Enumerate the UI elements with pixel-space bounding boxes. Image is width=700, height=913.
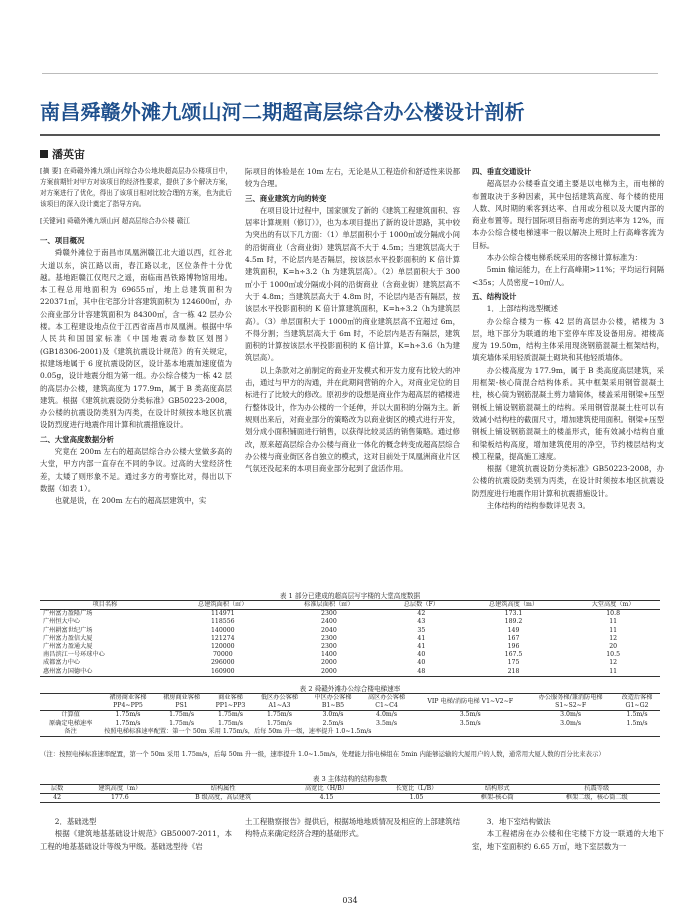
table-row <box>40 794 660 803</box>
table-cell: 140000 <box>210 626 235 634</box>
subsection-heading: 3．地下室结构做法 <box>486 817 551 826</box>
table-cell: 12 <box>609 634 618 642</box>
table-cell: 11 <box>609 618 618 626</box>
table-cell: 70000 <box>212 651 233 659</box>
table-cell: 3.5m/s <box>459 719 481 727</box>
table-cell: 惠州富力国德中心 <box>43 667 93 675</box>
author-line <box>40 146 85 162</box>
abstract: [摘 要] 在舜赣外滩九颂山河综合办公地块超高层办公楼项目中，方案前期针对甲方对该项目的经济性要求，提供了多个解决方案，对方案进行了优化，得出了该项目相对比较合理的方案，也为此后该项目的深入设计奠定了指导方向。 <box>40 167 232 208</box>
paragraph: 本办公综合楼电梯系统采用的客梯计算标准为： <box>486 253 643 263</box>
paragraph: 在项目设计过程中，国家颁发了新的《建筑工程建筑面积、容居率计算规则（修订）》，也为本项目提出了新的设计思路，其中较为突出的有以下几方面：（1）单层面积小于 1000㎡或分隔成小间的沿街商业（含商业街）建筑层高不大于 4.5m；当建筑层高大于 4.5m 时，不论层内是否隔层，按该层水平投影面积的 K 倍计算建筑面积，K=h÷3.2（h 为建筑层高）。（2）单层面积大于 300㎡小于 1000㎡或分隔成小间的沿街商业（含商业街）建筑层高不大于 4.8m；当建筑层高大于 4.8m 时，不论层内是否有隔层，按该层水平投影面积的 K 倍计算建筑面积，K=h÷3.2（h为建筑层高）。（3）单层面积大于 1000㎡的商业建筑层高不宜超过 6m，不得分割；当建筑层高大于 6m 时，不论层内是否有隔层，建筑面积的计算按该层水平投影面积的 K 倍计算，K=h÷3.6（h为建筑层高）。 <box>245 205 460 363</box>
section-heading: 二、大堂高度数据分析 <box>40 434 114 444</box>
paragraph: 办公楼高度为 177.9m，属于 B 类高度高层建筑，采用框架-核心筒混合结构体系。其中框架采用钢管混凝土柱，核心筒为钢筋混凝土剪力墙简体，楼盖采用钢梁+压型钢板上铺设钢筋混凝土的结构。采用钢管混凝土柱可以有效减小结构柱的截面尺寸，增加建筑使用面积。钢梁+压型钢板上铺设钢筋混凝土的楼盖形式，能有效减小结构自重和梁板结构高度，增加建筑使用的净空，节约楼层结构支模工程量，提高施工速度。 <box>472 365 664 461</box>
table-cell: 2040 <box>321 626 337 634</box>
table-cell: 按照电梯标准速率配置：第一个 50m 采用 1.75m/s，后每 50m 升一级，速率提升 1.0~1.5m/s <box>104 727 372 735</box>
paragraph: 主体结构的结构参数详见表 3。 <box>486 501 590 511</box>
table-header-cell: 低区办公客梯 A1~A3 <box>260 694 298 710</box>
table-cell: 框架-核心筒 <box>480 794 514 802</box>
table-cell: 173.1 <box>504 610 523 618</box>
paragraph: 本工程裙房在办公楼和住宅楼下方设一联通的大地下室，地下室面积约 6.65 万㎡，地下室层数为一 <box>472 829 664 851</box>
paragraph: 根据《建筑抗震设防分类标准》GB50223-2008，办公楼的抗震设防类别为丙类，在设计时须按本地区抗震设防烈度进行地震作用计算和抗震措施设计。 <box>472 464 664 498</box>
table-header-cell: 办公服务梯/兼消防电梯 S1~S2~F <box>538 694 603 710</box>
table-header-cell: VIP 电梯/消防电梯 V1~V2~F <box>427 698 514 706</box>
table-header-cell: 大堂高度（m） <box>591 601 635 608</box>
table-cell: 167 <box>507 634 520 642</box>
table1 <box>40 600 660 677</box>
table-header-cell: 裙房商业客梯 PP4~PP5 <box>109 694 147 710</box>
section-heading: 一、项目概况 <box>40 236 85 245</box>
column-left <box>40 166 232 508</box>
table-row <box>40 728 660 737</box>
bottom-left-text <box>40 816 232 853</box>
table-cell: 2000 <box>321 667 337 675</box>
table-header-cell: 抗震等级 <box>584 785 610 792</box>
paragraph: 超高层办公楼垂直交通主要是以电梯为主，而电梯的布置取决于多种因素，其中包括建筑高度、每个楼的使用人数、风时期的乘客到达率、自用或分租以及大厦内部的商业布置等。现行国际项目指南考虑的到达率为 12%，而本办公综合楼电梯速率一般以解决上班时上行高峰客流为目标。 <box>472 179 664 250</box>
table-header-cell: 总建筑面积（㎡） <box>198 601 248 608</box>
table-cell: 1.75m/s <box>218 719 243 727</box>
table-cell: B 级高度，高层建筑 <box>195 794 252 802</box>
table-cell: 20 <box>609 643 618 651</box>
table-cell: 189.2 <box>504 618 523 626</box>
table-cell: 3.0m/s <box>560 719 582 727</box>
table-header-row <box>40 601 660 610</box>
table-cell: 10.5 <box>606 651 621 659</box>
section-heading: 三、商业建筑方向的转变 <box>245 193 327 203</box>
table-header-cell: 结构属性 <box>210 785 236 792</box>
table-cell: 42 <box>53 794 62 802</box>
table-header-cell: 项目名称 <box>92 601 118 608</box>
table-header-cell: 层数 <box>50 785 64 792</box>
table-cell: 3.0m/s <box>322 711 344 719</box>
table2 <box>40 693 660 737</box>
table-cell: 4.0m/s <box>376 711 398 719</box>
table-header-cell <box>40 694 101 711</box>
keywords: [关键词] 舜赣外滩九颂山河 超高层综合办公楼 赣江 <box>40 217 190 225</box>
table-row <box>40 627 660 635</box>
table-cell: 1.75m/s <box>115 719 141 727</box>
section-heading: 四、垂直交通设计 <box>472 167 532 176</box>
table-cell: 3.0m/s <box>560 711 582 719</box>
table-cell: 196 <box>507 643 520 651</box>
paragraph: 土工程勘察报告》提供后，根据场地地质情况及相应的上部建筑结构特点来确定经济合理的基础形式。 <box>245 817 460 839</box>
table-cell: 11 <box>609 667 618 675</box>
table-cell: 40 <box>417 659 426 667</box>
paragraph: 究竟在 200m 左右的超高层综合办公楼大堂做多高的大堂，甲方内部一直存在不同的争议。过高的大堂经济性差，太矮了则形象不足。通过多方的考察比对，得出以下数据（如表 1）。 <box>40 447 232 493</box>
table-cell: 1400 <box>321 651 337 659</box>
table-cell: 2.5m/s <box>322 719 344 727</box>
table-header-cell: 中区办公客梯 B1~B5 <box>314 694 352 710</box>
paragraph: 5min 输运能力，在上行高峰期>11%；平均运行间隔<35s；人员密度~10㎡/人。 <box>472 265 664 287</box>
table-cell: 4.15 <box>319 794 334 802</box>
table-header-row <box>40 694 660 711</box>
table3 <box>40 784 660 803</box>
table-cell: 296000 <box>210 659 235 667</box>
table-row <box>40 618 660 626</box>
bottom-right-text <box>472 816 664 853</box>
table-cell: 48 <box>417 667 426 675</box>
table-header-cell: 标准层面积（㎡） <box>304 601 354 608</box>
paragraph: 根据《建筑地基基础设计规范》GB50007-2011，本工程的地基基础设计等级为甲级。基础选型待《岩 <box>40 829 232 851</box>
article-title: 南昌舜赣外滩九颂山河二期超高层综合办公楼设计剖析 <box>40 100 525 124</box>
table-row <box>40 711 660 720</box>
table-cell: 1.5m/s <box>626 711 648 719</box>
paragraph: 际项目的体验是在 10m 左右，无论是从工程造价和舒适性来说都较为合理。 <box>245 167 460 189</box>
table-cell: 35 <box>417 626 426 634</box>
table-cell: 2300 <box>321 634 337 642</box>
table-row <box>40 668 660 677</box>
table-cell: 43 <box>417 618 426 626</box>
column-right <box>472 166 664 512</box>
table-row <box>40 659 660 667</box>
table-cell: 原确定电梯速率 <box>48 719 93 727</box>
table-cell: 41 <box>417 634 426 642</box>
table-cell: 42 <box>417 610 426 618</box>
table-cell: 1.75m/s <box>169 719 194 727</box>
table-cell: 广州恒大中心 <box>43 618 81 626</box>
table-cell: 2400 <box>321 618 337 626</box>
table-cell: 120000 <box>210 643 235 651</box>
table-row <box>40 720 660 728</box>
table-header-row <box>40 785 660 794</box>
table-cell: 备注 <box>64 727 77 735</box>
title-divider <box>40 134 660 136</box>
table-header-cell: 建筑高度（m） <box>98 785 142 792</box>
table-row <box>40 643 660 651</box>
table-cell: 广州富力盈隆广场 <box>43 610 93 618</box>
table-cell: 3.5m/s <box>459 711 481 719</box>
table-header-cell: 改造后客梯 G1~G2 <box>621 694 653 710</box>
table-cell: 218 <box>507 667 520 675</box>
table-cell: 1.75m/s <box>218 711 243 719</box>
table-row <box>40 635 660 643</box>
table-cell: 2000 <box>321 659 337 667</box>
table-cell: 1.05 <box>409 794 424 802</box>
table-cell: 2300 <box>321 643 337 651</box>
table-cell: 40 <box>417 651 426 659</box>
table-cell: 1.75m/s <box>266 711 292 719</box>
bottom-middle-text <box>245 816 460 841</box>
table-cell: 1.5m/s <box>626 719 648 727</box>
paragraph: 以上条款对之前制定的商业开发模式和开发力度有比较大的冲击，通过与甲方的沟通，并在此期间营销的介入，对商业定位的目标进行了比较大的修改。原初步的设想是商业作为超高层的裙楼进行整体设计，作为办公楼的一个延伸，并以大面积的分隔为主。新规则出来后，对商业部分的策略改为以商业街区的模式进行开发，划分成小面积铺面进行销售，以获得比较灵活的销售策略。通过修改，原来超高层综合办公楼与商业一体化的概念转变成超高层综合办公楼与商业街区各自独立的模式，这对目前处于凤凰洲商业片区气氛还没起来的本项目商业部分起到了盘活作用。 <box>245 365 460 474</box>
table3-caption: 表 3 主体结构的结构参数 <box>312 775 388 783</box>
table-row <box>40 651 660 659</box>
table-header-cell: 长宽比（L/B） <box>395 785 438 792</box>
table-cell: 3.5m/s <box>376 719 398 727</box>
table-cell: 175 <box>507 659 520 667</box>
table-cell: 1.75m/s <box>115 711 141 719</box>
table2-caption: 表 2 舜赣外滩办公综合楼电梯速率 <box>299 685 401 693</box>
table-header-cell: 裙房商业客梯 PS1 <box>162 694 201 710</box>
section-heading: 五、结构设计 <box>472 291 517 301</box>
table-cell: 121274 <box>210 634 235 642</box>
column-middle <box>245 166 460 475</box>
table-header-cell: 商业客梯 PP1~PP3 <box>215 694 246 710</box>
table-header-cell: 高宽比（H/B） <box>305 785 348 792</box>
paragraph: 也就是说，在 200m 左右的超高层建筑中，实 <box>54 496 207 506</box>
table-cell: 41 <box>417 643 426 651</box>
author-name: 潘英宙 <box>52 148 85 161</box>
table-cell: 118556 <box>210 618 235 626</box>
table-cell: 2300 <box>321 610 337 618</box>
header-rule <box>42 73 658 74</box>
table-cell: 计算值 <box>61 711 80 719</box>
table-header-cell: 高区办公客梯 C1~C4 <box>367 694 406 710</box>
table-cell: 广州富力盈信大厦 <box>43 634 93 642</box>
table-cell: 12 <box>609 659 618 667</box>
table-cell: 广州富力盈通大厦 <box>43 643 93 651</box>
table-cell: 177.6 <box>110 794 129 802</box>
paragraph: 1．上部结构选型概述 <box>486 304 559 314</box>
table-header-cell: 结构形式 <box>484 785 510 792</box>
table-cell: 10.8 <box>606 610 621 618</box>
page-number: 034 <box>342 896 358 905</box>
table1-caption: 表 1 部分已建成的超高层写字楼的大堂高度数据 <box>279 592 421 600</box>
table-cell: 149 <box>507 626 520 634</box>
paragraph: 办公综合楼为一栋 42 层的高层办公楼，裙楼为 3 层，地下部分为联通的地下室停车库及设备用房。裙楼高度为 19.50m，结构主体采用现浇钢筋混凝土框架结构，填充墙体采用轻质混凝土砌块和其他轻质墙体。 <box>472 316 664 363</box>
table-cell: 广州耕富世纪广场 <box>43 626 93 634</box>
table-cell: 1.75m/s <box>266 719 292 727</box>
table-cell: 167.5 <box>504 651 523 659</box>
paragraph: 舜赣外滩位于南昌市凤凰洲赣江北大道以西，红谷北大道以东，滨江路以南，春江路以北，区位条件十分优越。基地距赣江仅咫尺之遥，南临南昌铁路博物馆用地。本工程总用地面积为 69655㎡，地上总建筑面积为 220371㎡，其中住宅部分计容建筑面积为 124600㎡，办公商业部分计容建筑面积为 84300㎡，含一栋 42 层办公楼。本工程建设地点位于江西省南昌市凤凰洲。根据中华人民共和国国家标准《中国地震动参数区划图》(GB18306-2001)及《建筑抗震设计规范》的有关规定，拟建场地属于 6 度抗震设防区，设计基本地震加速度值为 0.05g，设计地震分组为第一组。办公综合楼为一栋 42 层的高层办公楼，建筑高度为 177.9m，属于 B 类高度高层建筑。根据《建筑抗震设防分类标准》GB50223-2008，办公楼的抗震设防类别为丙类，在设计时须按本地区抗震设防烈度进行地震作用计算和抗震措施设计。 <box>40 248 232 430</box>
table2-note: （注：按照电梯标准速率配置，第一个 50m 采用 1.75m/s，后每 50m 升一级，速率提升 1.0~1.5m/s，处理能力指电梯组在 5min 内能够运输的大厦用户的人数，通常用大厦人数的百分比来表示） <box>40 750 605 758</box>
table-header-cell: 总建筑高度（m） <box>488 601 539 608</box>
table-cell: 1.75m/s <box>169 711 194 719</box>
table-cell: 160900 <box>210 667 235 675</box>
table-cell: 成都富力中心 <box>43 659 81 667</box>
table-cell: 114971 <box>210 610 235 618</box>
table-cell: 11 <box>609 626 618 634</box>
table-row <box>40 610 660 619</box>
table-header-cell: 总层数（F） <box>403 601 439 608</box>
table-cell: 框架二级，核心筒二级 <box>565 794 628 802</box>
table-cell: 南昌滨江一号环球中心 <box>43 651 105 659</box>
subsection-heading: 2．基础选型 <box>54 817 97 826</box>
square-bullet-icon <box>40 150 48 158</box>
